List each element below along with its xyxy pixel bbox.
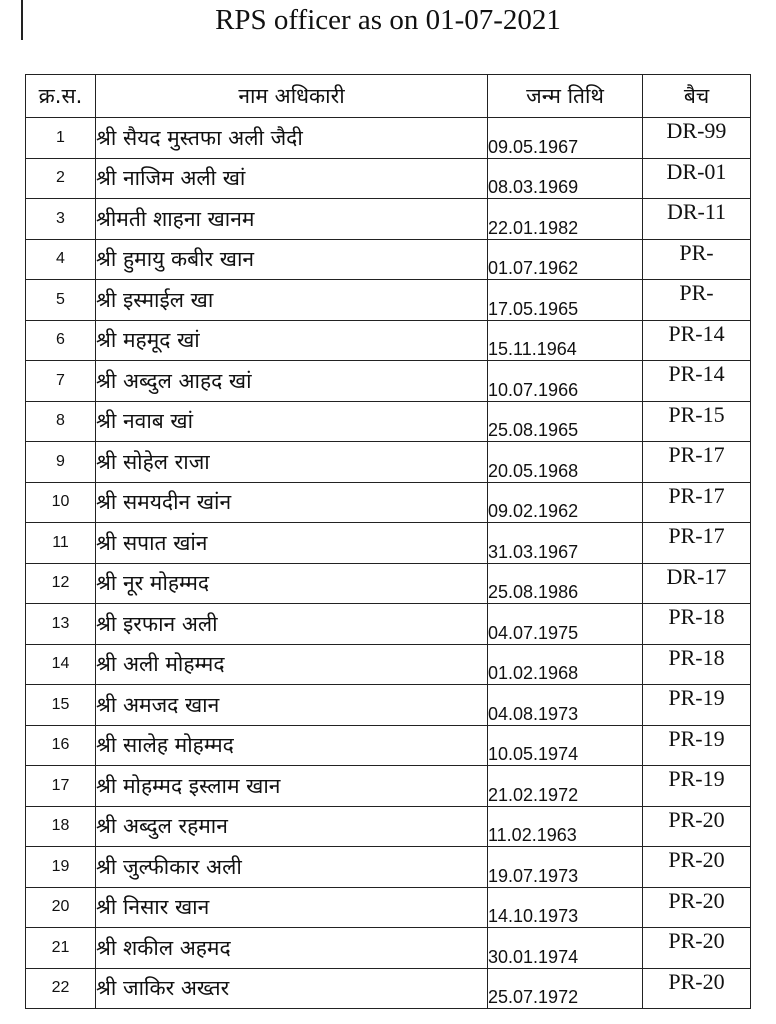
batch-cell: PR-17: [643, 523, 751, 564]
table-row: [26, 725, 751, 766]
table-row: [26, 685, 751, 726]
serial-number-cell: 17: [26, 766, 96, 807]
serial-number-cell: 5: [26, 280, 96, 321]
serial-number-cell: 2: [26, 158, 96, 199]
batch-cell: DR-99: [643, 118, 751, 159]
serial-number-cell: 19: [26, 847, 96, 888]
batch-cell: PR-18: [643, 604, 751, 645]
batch-cell: PR-14: [643, 320, 751, 361]
officer-name-cell: श्री इरफान अली: [96, 604, 488, 645]
officer-name-cell: श्री अली मोहम्मद: [96, 644, 488, 685]
header-officer-name: नाम अधिकारी: [96, 75, 488, 118]
serial-number-cell: 14: [26, 644, 96, 685]
date-of-birth-cell: 01.02.1968: [488, 644, 643, 685]
date-of-birth-cell: 25.07.1972: [488, 968, 643, 1009]
date-of-birth-cell: 20.05.1968: [488, 442, 643, 483]
officer-name-cell: श्री शकील अहमद: [96, 928, 488, 969]
officer-name-cell: श्री नाजिम अली खां: [96, 158, 488, 199]
serial-number-cell: 20: [26, 887, 96, 928]
serial-number-cell: 11: [26, 523, 96, 564]
date-of-birth-cell: 25.08.1986: [488, 563, 643, 604]
officer-name-cell: श्री सोहेल राजा: [96, 442, 488, 483]
table-row: [26, 604, 751, 645]
table-row: [26, 968, 751, 1009]
table-row: [26, 401, 751, 442]
table-row: [26, 766, 751, 807]
date-of-birth-cell: 25.08.1965: [488, 401, 643, 442]
serial-number-cell: 12: [26, 563, 96, 604]
date-of-birth-cell: 21.02.1972: [488, 766, 643, 807]
batch-cell: PR-20: [643, 928, 751, 969]
serial-number-cell: 16: [26, 725, 96, 766]
table-row: [26, 361, 751, 402]
table-row: [26, 806, 751, 847]
batch-cell: PR-19: [643, 725, 751, 766]
batch-cell: PR-19: [643, 766, 751, 807]
table-header-row: [26, 75, 751, 118]
date-of-birth-cell: 14.10.1973: [488, 887, 643, 928]
batch-cell: DR-17: [643, 563, 751, 604]
officer-name-cell: श्री निसार खान: [96, 887, 488, 928]
header-date-of-birth: जन्म तिथि: [488, 75, 643, 118]
serial-number-cell: 1: [26, 118, 96, 159]
table-row: [26, 239, 751, 280]
date-of-birth-cell: 10.07.1966: [488, 361, 643, 402]
serial-number-cell: 18: [26, 806, 96, 847]
serial-number-cell: 10: [26, 482, 96, 523]
batch-cell: PR-20: [643, 806, 751, 847]
officer-name-cell: श्री जाकिर अख्तर: [96, 968, 488, 1009]
officer-name-cell: श्री अब्दुल रहमान: [96, 806, 488, 847]
table-row: [26, 523, 751, 564]
batch-cell: PR-20: [643, 887, 751, 928]
serial-number-cell: 7: [26, 361, 96, 402]
batch-cell: PR-14: [643, 361, 751, 402]
batch-cell: PR-19: [643, 685, 751, 726]
batch-cell: PR-17: [643, 442, 751, 483]
date-of-birth-cell: 09.05.1967: [488, 118, 643, 159]
serial-number-cell: 21: [26, 928, 96, 969]
date-of-birth-cell: 11.02.1963: [488, 806, 643, 847]
table-row: [26, 847, 751, 888]
date-of-birth-cell: 08.03.1969: [488, 158, 643, 199]
header-serial-number: क्र.स.: [26, 75, 96, 118]
officer-name-cell: श्री हुमायु कबीर खान: [96, 239, 488, 280]
batch-cell: PR-20: [643, 847, 751, 888]
serial-number-cell: 22: [26, 968, 96, 1009]
header-batch: बैच: [643, 75, 751, 118]
officer-name-cell: श्री सपात खांन: [96, 523, 488, 564]
date-of-birth-cell: 15.11.1964: [488, 320, 643, 361]
officer-name-cell: श्री सालेह मोहम्मद: [96, 725, 488, 766]
officer-name-cell: श्री नूर मोहम्मद: [96, 563, 488, 604]
officer-name-cell: श्री अमजद खान: [96, 685, 488, 726]
serial-number-cell: 9: [26, 442, 96, 483]
serial-number-cell: 8: [26, 401, 96, 442]
batch-cell: PR-17: [643, 482, 751, 523]
officer-name-cell: श्री सैयद मुस्तफा अली जैदी: [96, 118, 488, 159]
officer-name-cell: श्रीमती शाहना खानम: [96, 199, 488, 240]
date-of-birth-cell: 17.05.1965: [488, 280, 643, 321]
page-title: RPS officer as on 01-07-2021: [215, 4, 561, 36]
table-row: [26, 442, 751, 483]
date-of-birth-cell: 19.07.1973: [488, 847, 643, 888]
batch-cell: PR-18: [643, 644, 751, 685]
batch-cell: PR-: [643, 280, 751, 321]
serial-number-cell: 3: [26, 199, 96, 240]
table-row: [26, 563, 751, 604]
batch-cell: PR-20: [643, 968, 751, 1009]
table-row: [26, 928, 751, 969]
serial-number-cell: 6: [26, 320, 96, 361]
date-of-birth-cell: 09.02.1962: [488, 482, 643, 523]
batch-cell: DR-11: [643, 199, 751, 240]
table-row: [26, 482, 751, 523]
batch-cell: PR-15: [643, 401, 751, 442]
officer-name-cell: श्री इस्माईल खा: [96, 280, 488, 321]
date-of-birth-cell: 31.03.1967: [488, 523, 643, 564]
officer-name-cell: श्री अब्दुल आहद खां: [96, 361, 488, 402]
table-row: [26, 199, 751, 240]
date-of-birth-cell: 04.08.1973: [488, 685, 643, 726]
serial-number-cell: 4: [26, 239, 96, 280]
table-row: [26, 280, 751, 321]
officers-table: [25, 74, 751, 1009]
batch-cell: DR-01: [643, 158, 751, 199]
date-of-birth-cell: 04.07.1975: [488, 604, 643, 645]
officer-name-cell: श्री समयदीन खांन: [96, 482, 488, 523]
batch-cell: PR-: [643, 239, 751, 280]
table-row: [26, 887, 751, 928]
officer-name-cell: श्री महमूद खां: [96, 320, 488, 361]
serial-number-cell: 13: [26, 604, 96, 645]
date-of-birth-cell: 22.01.1982: [488, 199, 643, 240]
officers-table-body: [26, 118, 751, 1009]
date-of-birth-cell: 30.01.1974: [488, 928, 643, 969]
table-row: [26, 320, 751, 361]
officer-name-cell: श्री जुल्फीकार अली: [96, 847, 488, 888]
officer-name-cell: श्री मोहम्मद इस्लाम खान: [96, 766, 488, 807]
date-of-birth-cell: 10.05.1974: [488, 725, 643, 766]
officer-name-cell: श्री नवाब खां: [96, 401, 488, 442]
table-row: [26, 158, 751, 199]
serial-number-cell: 15: [26, 685, 96, 726]
date-of-birth-cell: 01.07.1962: [488, 239, 643, 280]
table-row: [26, 644, 751, 685]
table-row: [26, 118, 751, 159]
